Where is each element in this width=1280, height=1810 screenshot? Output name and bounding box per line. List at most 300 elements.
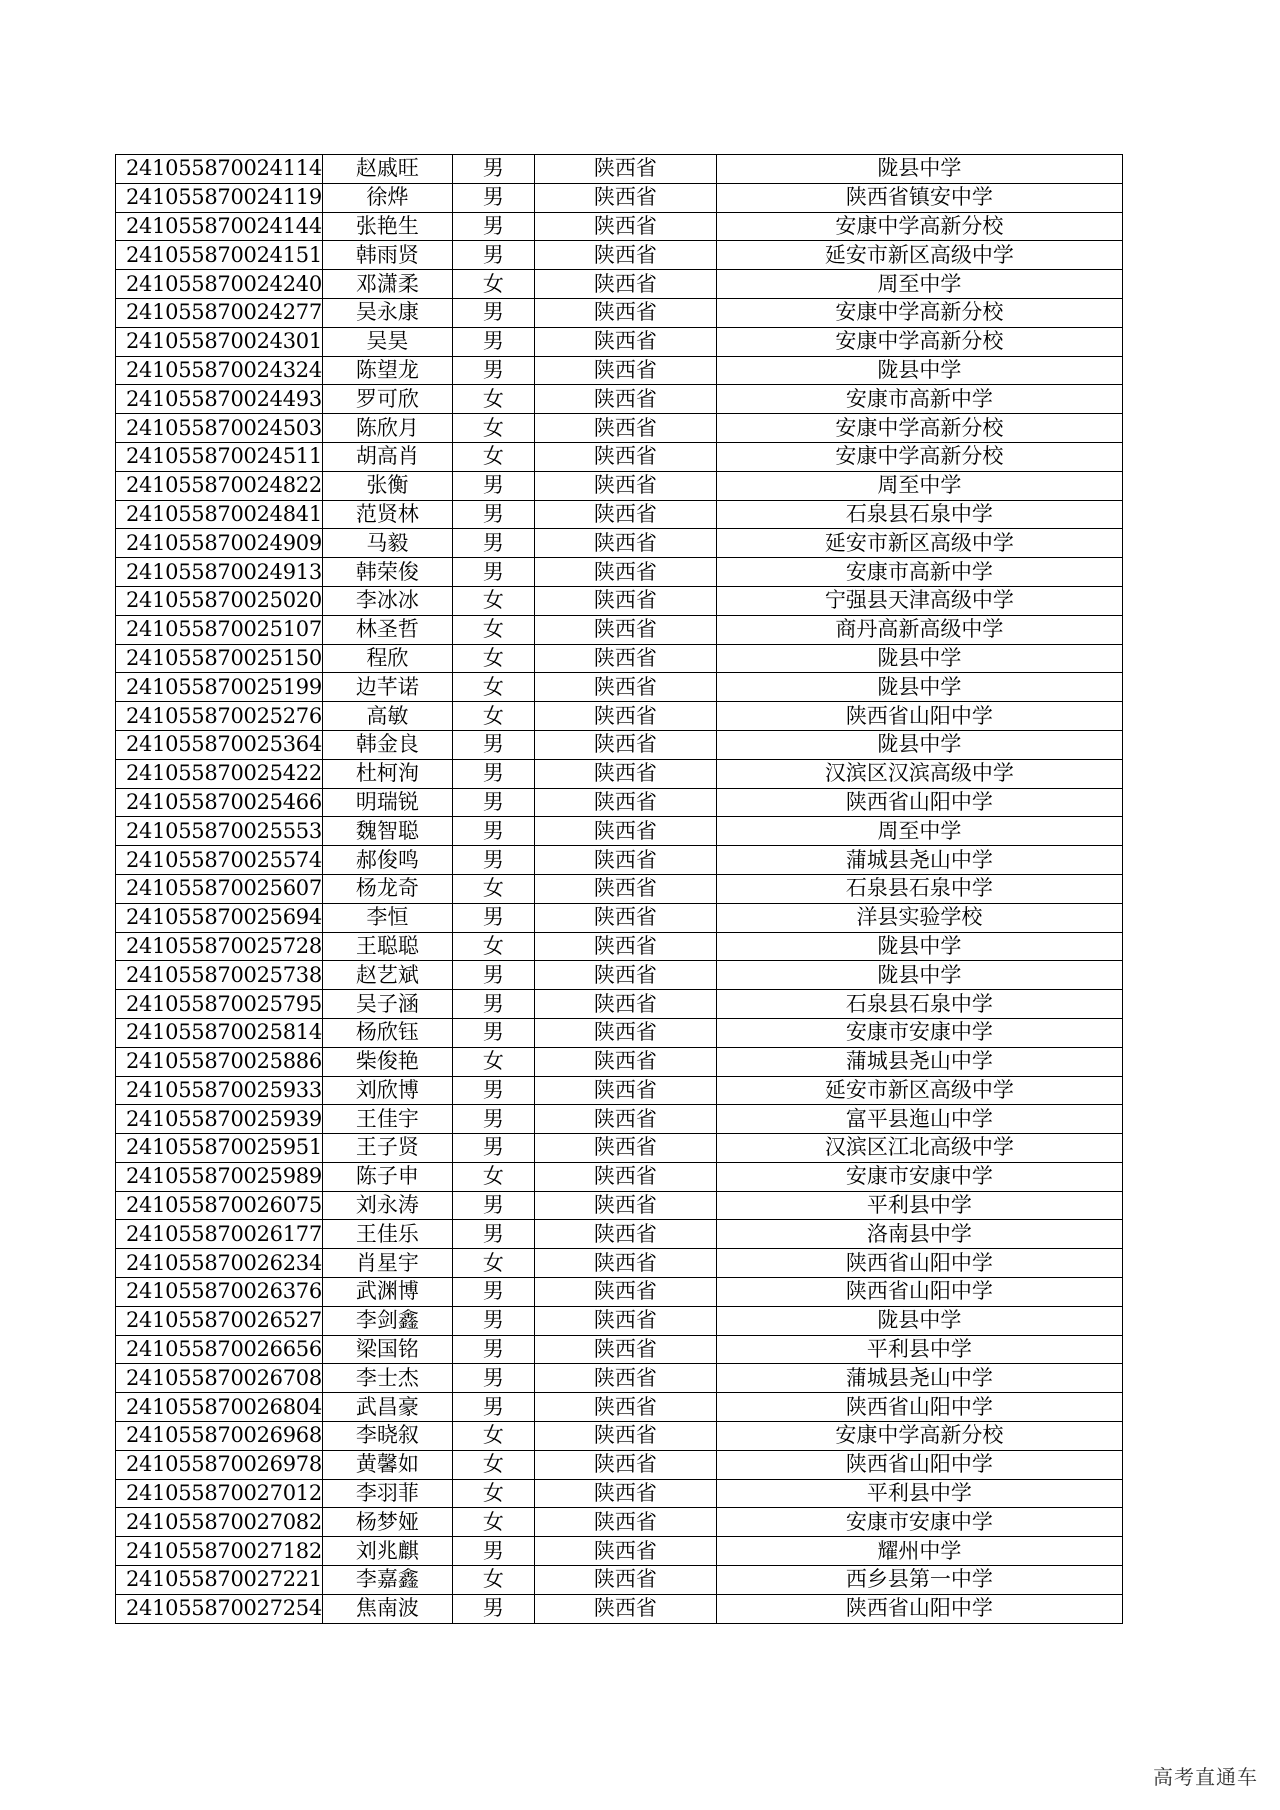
school-cell: 洛南县中学	[716, 1220, 1122, 1249]
exam-id-cell: 241055870025276	[116, 702, 323, 731]
name-cell: 邓潇柔	[322, 270, 452, 299]
province-cell: 陕西省	[534, 155, 716, 184]
province-cell: 陕西省	[534, 1393, 716, 1422]
name-cell: 郝俊鸣	[322, 846, 452, 875]
gender-cell: 男	[452, 1594, 534, 1623]
exam-id-cell: 241055870025738	[116, 961, 323, 990]
exam-id-cell: 241055870024503	[116, 414, 323, 443]
name-cell: 边芊诺	[322, 673, 452, 702]
school-cell: 延安市新区高级中学	[716, 1076, 1122, 1105]
table-row	[116, 270, 1123, 299]
gender-cell: 男	[452, 1393, 534, 1422]
school-cell: 洋县实验学校	[716, 903, 1122, 932]
name-cell: 陈欣月	[322, 414, 452, 443]
school-cell: 蒲城县尧山中学	[716, 1364, 1122, 1393]
school-cell: 石泉县石泉中学	[716, 500, 1122, 529]
name-cell: 李羽菲	[322, 1479, 452, 1508]
table-row	[116, 155, 1123, 184]
table-row	[116, 1105, 1123, 1134]
exam-id-cell: 241055870026804	[116, 1393, 323, 1422]
exam-id-cell: 241055870025607	[116, 874, 323, 903]
exam-id-cell: 241055870027182	[116, 1537, 323, 1566]
exam-id-cell: 241055870026968	[116, 1422, 323, 1451]
table-row	[116, 788, 1123, 817]
table-row	[116, 702, 1123, 731]
exam-id-cell: 241055870025553	[116, 817, 323, 846]
province-cell: 陕西省	[534, 846, 716, 875]
name-cell: 马毅	[322, 529, 452, 558]
school-cell: 陕西省山阳中学	[716, 788, 1122, 817]
name-cell: 杜柯洵	[322, 759, 452, 788]
province-cell: 陕西省	[534, 558, 716, 587]
province-cell: 陕西省	[534, 702, 716, 731]
province-cell: 陕西省	[534, 1249, 716, 1278]
school-cell: 陕西省山阳中学	[716, 1594, 1122, 1623]
table-row	[116, 961, 1123, 990]
exam-id-cell: 241055870024511	[116, 442, 323, 471]
province-cell: 陕西省	[534, 1162, 716, 1191]
province-cell: 陕西省	[534, 1191, 716, 1220]
table-row	[116, 1479, 1123, 1508]
gender-cell: 男	[452, 500, 534, 529]
gender-cell: 女	[452, 1566, 534, 1595]
province-cell: 陕西省	[534, 990, 716, 1019]
school-cell: 陕西省山阳中学	[716, 1249, 1122, 1278]
province-cell: 陕西省	[534, 730, 716, 759]
table-row	[116, 586, 1123, 615]
province-cell: 陕西省	[534, 212, 716, 241]
school-cell: 周至中学	[716, 471, 1122, 500]
table-row	[116, 1594, 1123, 1623]
school-cell: 平利县中学	[716, 1191, 1122, 1220]
table-row	[116, 183, 1123, 212]
gender-cell: 男	[452, 298, 534, 327]
school-cell: 陕西省山阳中学	[716, 1450, 1122, 1479]
name-cell: 张艳生	[322, 212, 452, 241]
province-cell: 陕西省	[534, 1105, 716, 1134]
name-cell: 武昌豪	[322, 1393, 452, 1422]
exam-id-cell: 241055870025364	[116, 730, 323, 759]
school-cell: 安康市安康中学	[716, 1508, 1122, 1537]
exam-id-cell: 241055870025728	[116, 932, 323, 961]
exam-id-cell: 241055870026656	[116, 1335, 323, 1364]
gender-cell: 男	[452, 1191, 534, 1220]
gender-cell: 男	[452, 471, 534, 500]
exam-id-cell: 241055870024240	[116, 270, 323, 299]
exam-id-cell: 241055870024324	[116, 356, 323, 385]
exam-id-cell: 241055870024841	[116, 500, 323, 529]
table-row	[116, 1249, 1123, 1278]
table-row	[116, 1450, 1123, 1479]
gender-cell: 男	[452, 990, 534, 1019]
table-row	[116, 298, 1123, 327]
gender-cell: 女	[452, 673, 534, 702]
name-cell: 刘欣博	[322, 1076, 452, 1105]
school-cell: 安康市安康中学	[716, 1162, 1122, 1191]
table-row	[116, 500, 1123, 529]
school-cell: 蒲城县尧山中学	[716, 1047, 1122, 1076]
name-cell: 吴永康	[322, 298, 452, 327]
school-cell: 安康中学高新分校	[716, 327, 1122, 356]
school-cell: 陕西省山阳中学	[716, 702, 1122, 731]
table-row	[116, 1364, 1123, 1393]
gender-cell: 男	[452, 1220, 534, 1249]
exam-id-cell: 241055870025939	[116, 1105, 323, 1134]
exam-id-cell: 241055870026177	[116, 1220, 323, 1249]
province-cell: 陕西省	[534, 903, 716, 932]
school-cell: 安康中学高新分校	[716, 298, 1122, 327]
table-row	[116, 932, 1123, 961]
exam-id-cell: 241055870024301	[116, 327, 323, 356]
gender-cell: 女	[452, 586, 534, 615]
name-cell: 焦南波	[322, 1594, 452, 1623]
province-cell: 陕西省	[534, 1508, 716, 1537]
name-cell: 徐烨	[322, 183, 452, 212]
table-row	[116, 1306, 1123, 1335]
province-cell: 陕西省	[534, 327, 716, 356]
name-cell: 刘兆麒	[322, 1537, 452, 1566]
province-cell: 陕西省	[534, 1278, 716, 1307]
name-cell: 王子贤	[322, 1134, 452, 1163]
province-cell: 陕西省	[534, 874, 716, 903]
school-cell: 延安市新区高级中学	[716, 241, 1122, 270]
school-cell: 陕西省山阳中学	[716, 1278, 1122, 1307]
table-row	[116, 903, 1123, 932]
name-cell: 林圣哲	[322, 615, 452, 644]
name-cell: 李剑鑫	[322, 1306, 452, 1335]
table-row	[116, 1422, 1123, 1451]
gender-cell: 男	[452, 788, 534, 817]
name-cell: 陈子申	[322, 1162, 452, 1191]
name-cell: 魏智聪	[322, 817, 452, 846]
exam-id-cell: 241055870025107	[116, 615, 323, 644]
name-cell: 吴子涵	[322, 990, 452, 1019]
province-cell: 陕西省	[534, 1450, 716, 1479]
school-cell: 陇县中学	[716, 932, 1122, 961]
school-cell: 延安市新区高级中学	[716, 529, 1122, 558]
school-cell: 安康市高新中学	[716, 558, 1122, 587]
name-cell: 李恒	[322, 903, 452, 932]
table-row	[116, 759, 1123, 788]
name-cell: 高敏	[322, 702, 452, 731]
province-cell: 陕西省	[534, 817, 716, 846]
table-row	[116, 615, 1123, 644]
name-cell: 罗可欣	[322, 385, 452, 414]
exam-id-cell: 241055870025951	[116, 1134, 323, 1163]
gender-cell: 女	[452, 1047, 534, 1076]
exam-id-cell: 241055870025795	[116, 990, 323, 1019]
name-cell: 韩荣俊	[322, 558, 452, 587]
gender-cell: 女	[452, 615, 534, 644]
province-cell: 陕西省	[534, 529, 716, 558]
gender-cell: 男	[452, 183, 534, 212]
gender-cell: 男	[452, 327, 534, 356]
exam-id-cell: 241055870027221	[116, 1566, 323, 1595]
school-cell: 汉滨区汉滨高级中学	[716, 759, 1122, 788]
province-cell: 陕西省	[534, 183, 716, 212]
exam-id-cell: 241055870026376	[116, 1278, 323, 1307]
gender-cell: 男	[452, 961, 534, 990]
school-cell: 陇县中学	[716, 1306, 1122, 1335]
exam-id-cell: 241055870025150	[116, 644, 323, 673]
table-row	[116, 846, 1123, 875]
province-cell: 陕西省	[534, 586, 716, 615]
gender-cell: 男	[452, 356, 534, 385]
student-roster-table	[115, 154, 1123, 1624]
exam-id-cell: 241055870024114	[116, 155, 323, 184]
table-row	[116, 1076, 1123, 1105]
province-cell: 陕西省	[534, 500, 716, 529]
name-cell: 赵戚旺	[322, 155, 452, 184]
province-cell: 陕西省	[534, 932, 716, 961]
roster-body	[116, 155, 1123, 1624]
name-cell: 黄馨如	[322, 1450, 452, 1479]
exam-id-cell: 241055870027012	[116, 1479, 323, 1508]
gender-cell: 女	[452, 385, 534, 414]
gender-cell: 女	[452, 1508, 534, 1537]
table-row	[116, 558, 1123, 587]
province-cell: 陕西省	[534, 1594, 716, 1623]
school-cell: 安康中学高新分校	[716, 212, 1122, 241]
name-cell: 韩金良	[322, 730, 452, 759]
school-cell: 耀州中学	[716, 1537, 1122, 1566]
province-cell: 陕西省	[534, 241, 716, 270]
school-cell: 陇县中学	[716, 730, 1122, 759]
exam-id-cell: 241055870026075	[116, 1191, 323, 1220]
school-cell: 汉滨区江北高级中学	[716, 1134, 1122, 1163]
exam-id-cell: 241055870025814	[116, 1018, 323, 1047]
gender-cell: 女	[452, 1162, 534, 1191]
exam-id-cell: 241055870026234	[116, 1249, 323, 1278]
exam-id-cell: 241055870024151	[116, 241, 323, 270]
exam-id-cell: 241055870024144	[116, 212, 323, 241]
table-row	[116, 471, 1123, 500]
province-cell: 陕西省	[534, 1220, 716, 1249]
school-cell: 安康市高新中学	[716, 385, 1122, 414]
school-cell: 宁强县天津高级中学	[716, 586, 1122, 615]
table-row	[116, 1191, 1123, 1220]
province-cell: 陕西省	[534, 615, 716, 644]
gender-cell: 女	[452, 442, 534, 471]
exam-id-cell: 241055870025694	[116, 903, 323, 932]
school-cell: 周至中学	[716, 270, 1122, 299]
name-cell: 肖星宇	[322, 1249, 452, 1278]
exam-id-cell: 241055870024277	[116, 298, 323, 327]
table-row	[116, 414, 1123, 443]
table-row	[116, 673, 1123, 702]
name-cell: 杨龙奇	[322, 874, 452, 903]
table-row	[116, 874, 1123, 903]
table-row	[116, 1018, 1123, 1047]
gender-cell: 女	[452, 1422, 534, 1451]
table-row	[116, 1566, 1123, 1595]
gender-cell: 女	[452, 270, 534, 299]
gender-cell: 男	[452, 1537, 534, 1566]
table-row	[116, 1162, 1123, 1191]
gender-cell: 男	[452, 1306, 534, 1335]
name-cell: 梁国铭	[322, 1335, 452, 1364]
exam-id-cell: 241055870026527	[116, 1306, 323, 1335]
exam-id-cell: 241055870025466	[116, 788, 323, 817]
exam-id-cell: 241055870025199	[116, 673, 323, 702]
exam-id-cell: 241055870025422	[116, 759, 323, 788]
table-row	[116, 1220, 1123, 1249]
school-cell: 平利县中学	[716, 1335, 1122, 1364]
name-cell: 柴俊艳	[322, 1047, 452, 1076]
gender-cell: 男	[452, 817, 534, 846]
table-row	[116, 817, 1123, 846]
province-cell: 陕西省	[534, 1479, 716, 1508]
province-cell: 陕西省	[534, 788, 716, 817]
province-cell: 陕西省	[534, 1018, 716, 1047]
exam-id-cell: 241055870025574	[116, 846, 323, 875]
exam-id-cell: 241055870025886	[116, 1047, 323, 1076]
name-cell: 武渊博	[322, 1278, 452, 1307]
school-cell: 陇县中学	[716, 155, 1122, 184]
table-row	[116, 1278, 1123, 1307]
school-cell: 富平县迤山中学	[716, 1105, 1122, 1134]
gender-cell: 男	[452, 241, 534, 270]
gender-cell: 男	[452, 212, 534, 241]
province-cell: 陕西省	[534, 1335, 716, 1364]
school-cell: 陇县中学	[716, 644, 1122, 673]
table-row	[116, 356, 1123, 385]
province-cell: 陕西省	[534, 1076, 716, 1105]
school-cell: 石泉县石泉中学	[716, 990, 1122, 1019]
gender-cell: 女	[452, 1450, 534, 1479]
gender-cell: 男	[452, 730, 534, 759]
name-cell: 张衡	[322, 471, 452, 500]
name-cell: 杨梦娅	[322, 1508, 452, 1537]
name-cell: 李冰冰	[322, 586, 452, 615]
province-cell: 陕西省	[534, 298, 716, 327]
gender-cell: 男	[452, 558, 534, 587]
name-cell: 王佳宇	[322, 1105, 452, 1134]
province-cell: 陕西省	[534, 1537, 716, 1566]
gender-cell: 女	[452, 932, 534, 961]
exam-id-cell: 241055870026978	[116, 1450, 323, 1479]
table-row	[116, 1047, 1123, 1076]
table-row	[116, 529, 1123, 558]
gender-cell: 男	[452, 1134, 534, 1163]
province-cell: 陕西省	[534, 442, 716, 471]
province-cell: 陕西省	[534, 961, 716, 990]
school-cell: 陇县中学	[716, 961, 1122, 990]
school-cell: 西乡县第一中学	[716, 1566, 1122, 1595]
gender-cell: 男	[452, 155, 534, 184]
exam-id-cell: 241055870024913	[116, 558, 323, 587]
gender-cell: 男	[452, 1335, 534, 1364]
exam-id-cell: 241055870025020	[116, 586, 323, 615]
school-cell: 安康市安康中学	[716, 1018, 1122, 1047]
exam-id-cell: 241055870024909	[116, 529, 323, 558]
table-row	[116, 327, 1123, 356]
name-cell: 李晓叙	[322, 1422, 452, 1451]
exam-id-cell: 241055870025989	[116, 1162, 323, 1191]
gender-cell: 男	[452, 1018, 534, 1047]
table-row	[116, 442, 1123, 471]
school-cell: 周至中学	[716, 817, 1122, 846]
name-cell: 范贤林	[322, 500, 452, 529]
exam-id-cell: 241055870025933	[116, 1076, 323, 1105]
province-cell: 陕西省	[534, 414, 716, 443]
name-cell: 王佳乐	[322, 1220, 452, 1249]
province-cell: 陕西省	[534, 759, 716, 788]
name-cell: 韩雨贤	[322, 241, 452, 270]
province-cell: 陕西省	[534, 471, 716, 500]
school-cell: 石泉县石泉中学	[716, 874, 1122, 903]
province-cell: 陕西省	[534, 673, 716, 702]
name-cell: 程欣	[322, 644, 452, 673]
gender-cell: 男	[452, 903, 534, 932]
exam-id-cell: 241055870024822	[116, 471, 323, 500]
gender-cell: 女	[452, 1249, 534, 1278]
gender-cell: 男	[452, 759, 534, 788]
province-cell: 陕西省	[534, 1364, 716, 1393]
province-cell: 陕西省	[534, 356, 716, 385]
gender-cell: 男	[452, 846, 534, 875]
school-cell: 安康中学高新分校	[716, 1422, 1122, 1451]
province-cell: 陕西省	[534, 1134, 716, 1163]
name-cell: 胡高肖	[322, 442, 452, 471]
gender-cell: 女	[452, 1479, 534, 1508]
table-row	[116, 730, 1123, 759]
school-cell: 安康中学高新分校	[716, 442, 1122, 471]
province-cell: 陕西省	[534, 270, 716, 299]
table-row	[116, 1537, 1123, 1566]
name-cell: 李士杰	[322, 1364, 452, 1393]
gender-cell: 女	[452, 702, 534, 731]
name-cell: 刘永涛	[322, 1191, 452, 1220]
table-row	[116, 1508, 1123, 1537]
name-cell: 赵艺斌	[322, 961, 452, 990]
name-cell: 明瑞锐	[322, 788, 452, 817]
gender-cell: 男	[452, 1105, 534, 1134]
name-cell: 杨欣钰	[322, 1018, 452, 1047]
school-cell: 平利县中学	[716, 1479, 1122, 1508]
province-cell: 陕西省	[534, 644, 716, 673]
table-row	[116, 212, 1123, 241]
table-row	[116, 1335, 1123, 1364]
school-cell: 陕西省山阳中学	[716, 1393, 1122, 1422]
table-row	[116, 1393, 1123, 1422]
name-cell: 陈望龙	[322, 356, 452, 385]
table-row	[116, 385, 1123, 414]
school-cell: 陇县中学	[716, 673, 1122, 702]
name-cell: 吴昊	[322, 327, 452, 356]
name-cell: 李嘉鑫	[322, 1566, 452, 1595]
exam-id-cell: 241055870027254	[116, 1594, 323, 1623]
gender-cell: 男	[452, 1278, 534, 1307]
name-cell: 王聪聪	[322, 932, 452, 961]
gender-cell: 女	[452, 414, 534, 443]
table-row	[116, 1134, 1123, 1163]
province-cell: 陕西省	[534, 1047, 716, 1076]
gender-cell: 女	[452, 874, 534, 903]
school-cell: 蒲城县尧山中学	[716, 846, 1122, 875]
gender-cell: 男	[452, 529, 534, 558]
exam-id-cell: 241055870026708	[116, 1364, 323, 1393]
exam-id-cell: 241055870024493	[116, 385, 323, 414]
gender-cell: 男	[452, 1364, 534, 1393]
school-cell: 安康中学高新分校	[716, 414, 1122, 443]
gender-cell: 女	[452, 644, 534, 673]
table-row	[116, 644, 1123, 673]
table-row	[116, 241, 1123, 270]
exam-id-cell: 241055870024119	[116, 183, 323, 212]
province-cell: 陕西省	[534, 1306, 716, 1335]
exam-id-cell: 241055870027082	[116, 1508, 323, 1537]
